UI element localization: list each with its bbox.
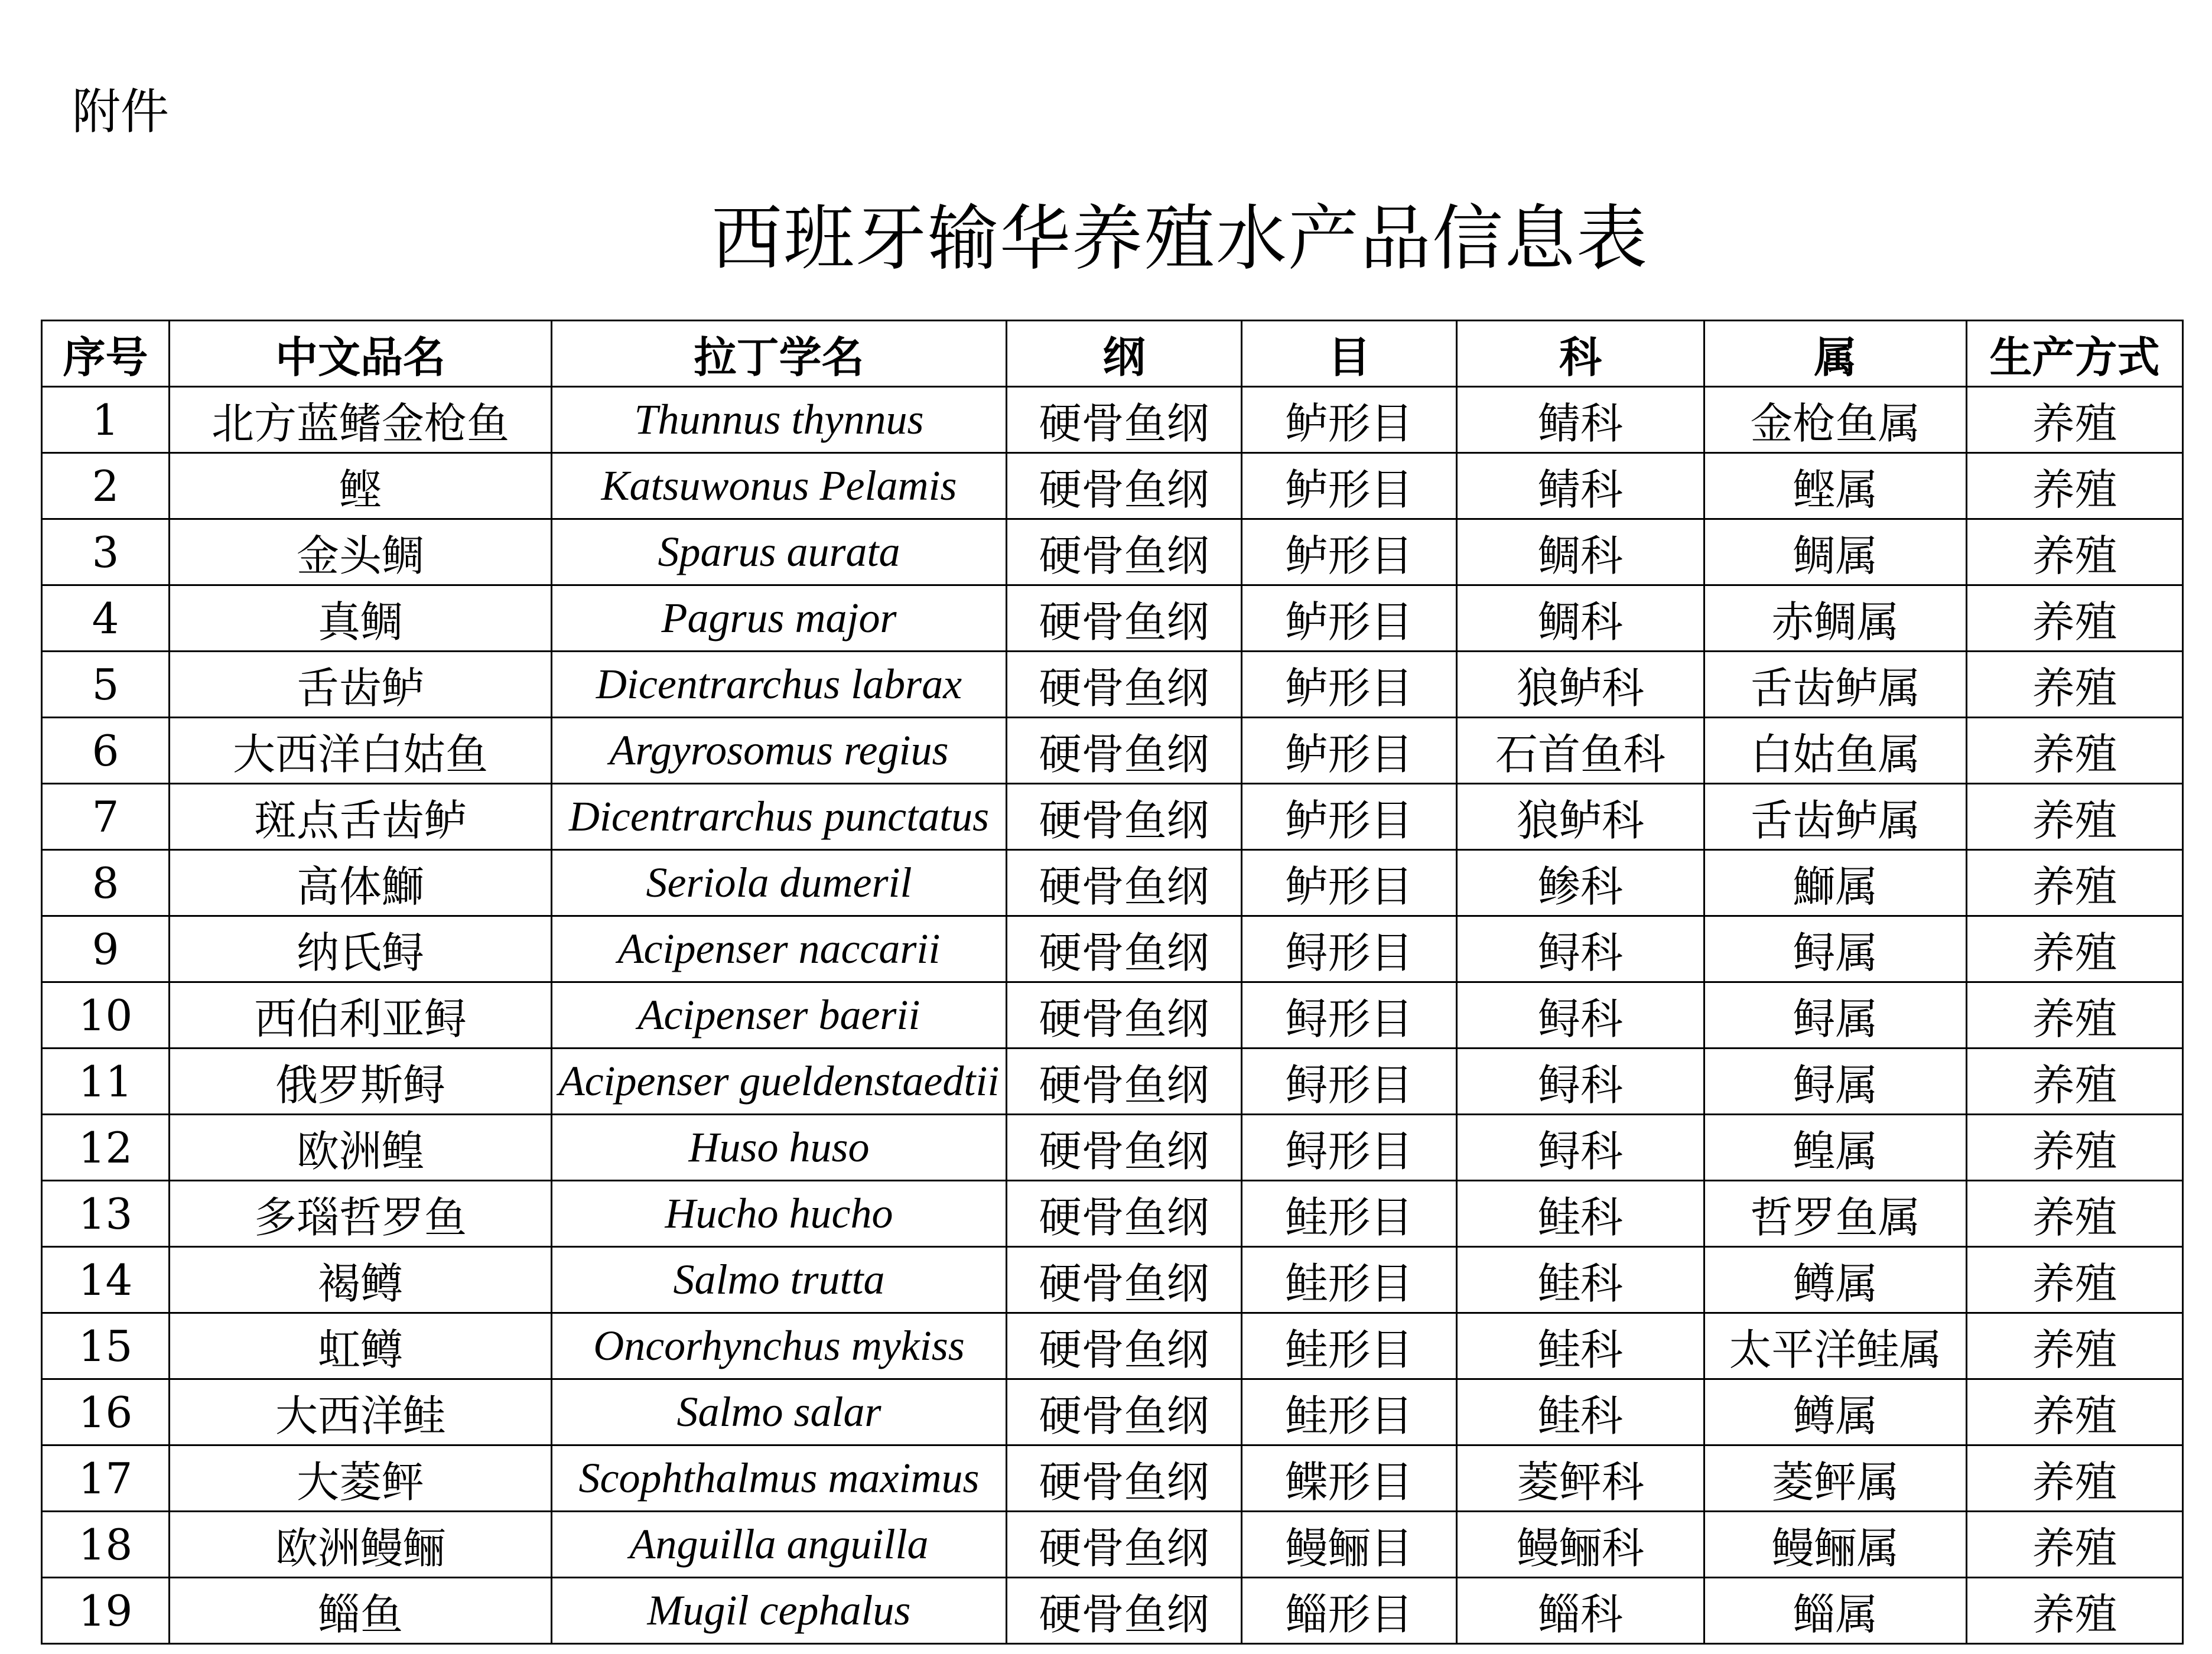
- cell-latin-name: Pagrus major: [552, 585, 1007, 652]
- cell-family: 鲑科: [1457, 1313, 1704, 1379]
- cell-chinese-name: 鲣: [170, 453, 552, 519]
- cell-latin-name: Dicentrarchus labrax: [552, 652, 1007, 718]
- header-genus: 属: [1704, 321, 1967, 387]
- cell-latin-name: Mugil cephalus: [552, 1578, 1007, 1644]
- cell-production-method: 养殖: [1967, 850, 2183, 916]
- cell-chinese-name: 欧洲鳗鲡: [170, 1512, 552, 1578]
- cell-order: 鲽形目: [1242, 1445, 1457, 1512]
- cell-chinese-name: 真鲷: [170, 585, 552, 652]
- table-row: [42, 1313, 2183, 1379]
- cell-genus: 鳗鲡属: [1704, 1512, 1967, 1578]
- cell-genus: 太平洋鲑属: [1704, 1313, 1967, 1379]
- cell-serial-number: 12: [42, 1115, 170, 1181]
- cell-family: 狼鲈科: [1457, 784, 1704, 850]
- cell-serial-number: 18: [42, 1512, 170, 1578]
- cell-family: 鲑科: [1457, 1247, 1704, 1313]
- cell-class: 硬骨鱼纲: [1007, 1115, 1242, 1181]
- cell-genus: 鳟属: [1704, 1379, 1967, 1445]
- cell-class: 硬骨鱼纲: [1007, 453, 1242, 519]
- cell-class: 硬骨鱼纲: [1007, 387, 1242, 453]
- table-row: [42, 1181, 2183, 1247]
- cell-latin-name: Argyrosomus regius: [552, 718, 1007, 784]
- cell-order: 鲟形目: [1242, 982, 1457, 1049]
- cell-latin-name: Seriola dumeril: [552, 850, 1007, 916]
- cell-chinese-name: 西伯利亚鲟: [170, 982, 552, 1049]
- cell-serial-number: 17: [42, 1445, 170, 1512]
- cell-genus: 鲟属: [1704, 1049, 1967, 1115]
- cell-chinese-name: 多瑙哲罗鱼: [170, 1181, 552, 1247]
- cell-order: 鲈形目: [1242, 718, 1457, 784]
- cell-family: 鳗鲡科: [1457, 1512, 1704, 1578]
- cell-family: 石首鱼科: [1457, 718, 1704, 784]
- cell-genus: 金枪鱼属: [1704, 387, 1967, 453]
- cell-order: 鲑形目: [1242, 1247, 1457, 1313]
- cell-family: 鲑科: [1457, 1379, 1704, 1445]
- table-row: [42, 585, 2183, 652]
- cell-class: 硬骨鱼纲: [1007, 1512, 1242, 1578]
- cell-order: 鳗鲡目: [1242, 1512, 1457, 1578]
- header-family: 科: [1457, 321, 1704, 387]
- cell-chinese-name: 大西洋白姑鱼: [170, 718, 552, 784]
- cell-production-method: 养殖: [1967, 1247, 2183, 1313]
- cell-serial-number: 5: [42, 652, 170, 718]
- cell-production-method: 养殖: [1967, 916, 2183, 982]
- cell-genus: 白姑鱼属: [1704, 718, 1967, 784]
- table-header-row: [42, 321, 2183, 387]
- cell-family: 鲟科: [1457, 1115, 1704, 1181]
- cell-latin-name: Oncorhynchus mykiss: [552, 1313, 1007, 1379]
- table-row: [42, 718, 2183, 784]
- cell-genus: 哲罗鱼属: [1704, 1181, 1967, 1247]
- table-body: [42, 387, 2183, 1644]
- cell-latin-name: Anguilla anguilla: [552, 1512, 1007, 1578]
- cell-production-method: 养殖: [1967, 1512, 2183, 1578]
- cell-chinese-name: 俄罗斯鲟: [170, 1049, 552, 1115]
- cell-latin-name: Dicentrarchus punctatus: [552, 784, 1007, 850]
- cell-production-method: 养殖: [1967, 1445, 2183, 1512]
- cell-serial-number: 16: [42, 1379, 170, 1445]
- cell-class: 硬骨鱼纲: [1007, 519, 1242, 585]
- cell-production-method: 养殖: [1967, 519, 2183, 585]
- cell-serial-number: 8: [42, 850, 170, 916]
- cell-family: 鲹科: [1457, 850, 1704, 916]
- cell-order: 鲑形目: [1242, 1379, 1457, 1445]
- cell-latin-name: Katsuwonus Pelamis: [552, 453, 1007, 519]
- cell-class: 硬骨鱼纲: [1007, 850, 1242, 916]
- cell-chinese-name: 大菱鲆: [170, 1445, 552, 1512]
- cell-chinese-name: 虹鳟: [170, 1313, 552, 1379]
- cell-order: 鲟形目: [1242, 1049, 1457, 1115]
- cell-genus: 鲻属: [1704, 1578, 1967, 1644]
- table-row: [42, 519, 2183, 585]
- cell-production-method: 养殖: [1967, 387, 2183, 453]
- cell-family: 鲭科: [1457, 387, 1704, 453]
- attachment-label: 附件: [72, 84, 170, 140]
- cell-genus: 赤鲷属: [1704, 585, 1967, 652]
- cell-serial-number: 14: [42, 1247, 170, 1313]
- cell-genus: 菱鲆属: [1704, 1445, 1967, 1512]
- cell-class: 硬骨鱼纲: [1007, 916, 1242, 982]
- header-order: 目: [1242, 321, 1457, 387]
- cell-order: 鲈形目: [1242, 652, 1457, 718]
- table-row: [42, 387, 2183, 453]
- cell-chinese-name: 欧洲鳇: [170, 1115, 552, 1181]
- cell-production-method: 养殖: [1967, 718, 2183, 784]
- cell-genus: 鳇属: [1704, 1115, 1967, 1181]
- cell-class: 硬骨鱼纲: [1007, 1445, 1242, 1512]
- product-info-table: [41, 320, 2184, 1645]
- cell-genus: 鲟属: [1704, 982, 1967, 1049]
- table-row: [42, 453, 2183, 519]
- cell-family: 鲟科: [1457, 982, 1704, 1049]
- cell-serial-number: 7: [42, 784, 170, 850]
- table-row: [42, 1115, 2183, 1181]
- cell-production-method: 养殖: [1967, 585, 2183, 652]
- cell-family: 鲟科: [1457, 1049, 1704, 1115]
- cell-serial-number: 10: [42, 982, 170, 1049]
- cell-production-method: 养殖: [1967, 1578, 2183, 1644]
- cell-production-method: 养殖: [1967, 1115, 2183, 1181]
- cell-family: 鲷科: [1457, 585, 1704, 652]
- cell-genus: 鲟属: [1704, 916, 1967, 982]
- cell-latin-name: Salmo trutta: [552, 1247, 1007, 1313]
- table-row: [42, 652, 2183, 718]
- cell-order: 鲈形目: [1242, 453, 1457, 519]
- cell-serial-number: 1: [42, 387, 170, 453]
- cell-class: 硬骨鱼纲: [1007, 1181, 1242, 1247]
- cell-chinese-name: 大西洋鲑: [170, 1379, 552, 1445]
- cell-chinese-name: 金头鲷: [170, 519, 552, 585]
- cell-class: 硬骨鱼纲: [1007, 718, 1242, 784]
- cell-latin-name: Hucho hucho: [552, 1181, 1007, 1247]
- cell-latin-name: Scophthalmus maximus: [552, 1445, 1007, 1512]
- cell-order: 鲑形目: [1242, 1181, 1457, 1247]
- cell-order: 鲟形目: [1242, 1115, 1457, 1181]
- cell-latin-name: Huso huso: [552, 1115, 1007, 1181]
- cell-serial-number: 11: [42, 1049, 170, 1115]
- cell-latin-name: Acipenser gueldenstaedtii: [552, 1049, 1007, 1115]
- table-row: [42, 916, 2183, 982]
- cell-order: 鲑形目: [1242, 1313, 1457, 1379]
- cell-genus: 鲣属: [1704, 453, 1967, 519]
- cell-genus: 鳟属: [1704, 1247, 1967, 1313]
- header-chinese-name: 中文品名: [170, 321, 552, 387]
- header-production-method: 生产方式: [1967, 321, 2183, 387]
- cell-class: 硬骨鱼纲: [1007, 652, 1242, 718]
- cell-chinese-name: 鲻鱼: [170, 1578, 552, 1644]
- page-title: 西班牙输华养殖水产品信息表: [711, 198, 1648, 280]
- cell-chinese-name: 纳氏鲟: [170, 916, 552, 982]
- cell-genus: 鰤属: [1704, 850, 1967, 916]
- cell-latin-name: Sparus aurata: [552, 519, 1007, 585]
- cell-serial-number: 19: [42, 1578, 170, 1644]
- cell-family: 鲭科: [1457, 453, 1704, 519]
- cell-chinese-name: 北方蓝鳍金枪鱼: [170, 387, 552, 453]
- cell-order: 鲈形目: [1242, 519, 1457, 585]
- table-row: [42, 850, 2183, 916]
- table-row: [42, 1049, 2183, 1115]
- table-row: [42, 1379, 2183, 1445]
- table-row: [42, 982, 2183, 1049]
- cell-serial-number: 9: [42, 916, 170, 982]
- header-latin-name: 拉丁学名: [552, 321, 1007, 387]
- cell-class: 硬骨鱼纲: [1007, 1049, 1242, 1115]
- cell-class: 硬骨鱼纲: [1007, 1379, 1242, 1445]
- cell-production-method: 养殖: [1967, 1313, 2183, 1379]
- cell-class: 硬骨鱼纲: [1007, 1247, 1242, 1313]
- cell-chinese-name: 斑点舌齿鲈: [170, 784, 552, 850]
- cell-production-method: 养殖: [1967, 1049, 2183, 1115]
- table-row: [42, 1512, 2183, 1578]
- cell-latin-name: Thunnus thynnus: [552, 387, 1007, 453]
- cell-genus: 鲷属: [1704, 519, 1967, 585]
- cell-serial-number: 2: [42, 453, 170, 519]
- cell-chinese-name: 舌齿鲈: [170, 652, 552, 718]
- table-row: [42, 1445, 2183, 1512]
- cell-chinese-name: 褐鳟: [170, 1247, 552, 1313]
- header-serial-number: 序号: [42, 321, 170, 387]
- cell-class: 硬骨鱼纲: [1007, 784, 1242, 850]
- cell-production-method: 养殖: [1967, 982, 2183, 1049]
- cell-family: 狼鲈科: [1457, 652, 1704, 718]
- cell-class: 硬骨鱼纲: [1007, 585, 1242, 652]
- cell-serial-number: 13: [42, 1181, 170, 1247]
- cell-family: 鲟科: [1457, 916, 1704, 982]
- table-row: [42, 784, 2183, 850]
- cell-latin-name: Acipenser naccarii: [552, 916, 1007, 982]
- table-row: [42, 1578, 2183, 1644]
- cell-order: 鲈形目: [1242, 784, 1457, 850]
- cell-family: 菱鲆科: [1457, 1445, 1704, 1512]
- cell-family: 鲷科: [1457, 519, 1704, 585]
- cell-serial-number: 4: [42, 585, 170, 652]
- cell-latin-name: Salmo salar: [552, 1379, 1007, 1445]
- cell-class: 硬骨鱼纲: [1007, 982, 1242, 1049]
- cell-serial-number: 3: [42, 519, 170, 585]
- cell-production-method: 养殖: [1967, 652, 2183, 718]
- cell-genus: 舌齿鲈属: [1704, 784, 1967, 850]
- cell-production-method: 养殖: [1967, 1181, 2183, 1247]
- header-class: 纲: [1007, 321, 1242, 387]
- cell-chinese-name: 高体鰤: [170, 850, 552, 916]
- cell-family: 鲑科: [1457, 1181, 1704, 1247]
- cell-order: 鲻形目: [1242, 1578, 1457, 1644]
- cell-class: 硬骨鱼纲: [1007, 1578, 1242, 1644]
- cell-order: 鲈形目: [1242, 387, 1457, 453]
- cell-order: 鲈形目: [1242, 850, 1457, 916]
- cell-serial-number: 15: [42, 1313, 170, 1379]
- table-row: [42, 1247, 2183, 1313]
- cell-production-method: 养殖: [1967, 784, 2183, 850]
- cell-production-method: 养殖: [1967, 453, 2183, 519]
- cell-class: 硬骨鱼纲: [1007, 1313, 1242, 1379]
- cell-production-method: 养殖: [1967, 1379, 2183, 1445]
- cell-serial-number: 6: [42, 718, 170, 784]
- cell-latin-name: Acipenser baerii: [552, 982, 1007, 1049]
- cell-family: 鲻科: [1457, 1578, 1704, 1644]
- cell-genus: 舌齿鲈属: [1704, 652, 1967, 718]
- cell-order: 鲟形目: [1242, 916, 1457, 982]
- cell-order: 鲈形目: [1242, 585, 1457, 652]
